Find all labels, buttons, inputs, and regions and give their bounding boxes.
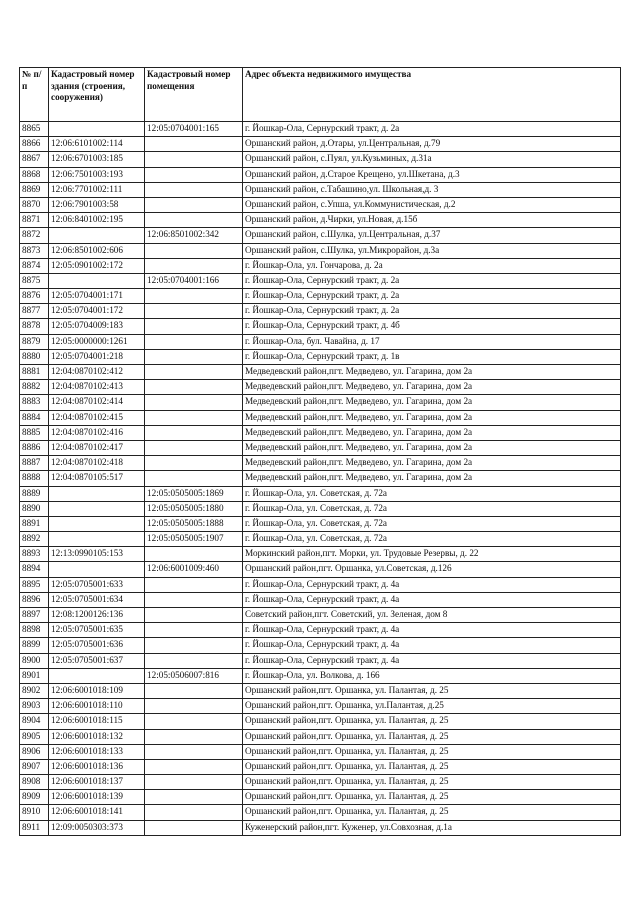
address-cell: Оршанский район,пгт. Оршанка, ул. Палантая, д. 25: [243, 683, 621, 698]
row-number-cell: 8867: [20, 152, 49, 167]
building-cadastral-cell: 12:06:8401002:195: [49, 213, 145, 228]
row-number-cell: 8866: [20, 137, 49, 152]
table-row: [20, 273, 621, 288]
table-row: [20, 592, 621, 607]
row-number-cell: 8907: [20, 759, 49, 774]
address-cell: г. Йошкар-Ола, бул. Чавайна, д. 17: [243, 334, 621, 349]
table-row: [20, 820, 621, 835]
room-cadastral-cell: [145, 623, 243, 638]
address-cell: Оршанский район, с.Шулка, ул.Центральная, д.37: [243, 228, 621, 243]
address-cell: г. Йошкар-Ола, Сернурский тракт, д. 4а: [243, 623, 621, 638]
address-cell: Оршанский район,пгт. Оршанка, ул.Палантая, д.25: [243, 699, 621, 714]
table-row: [20, 516, 621, 531]
row-number-cell: 8868: [20, 167, 49, 182]
address-cell: Медведевский район,пгт. Медведево, ул. Гагарина, дом 2а: [243, 395, 621, 410]
room-cadastral-cell: [145, 683, 243, 698]
table-row: [20, 319, 621, 334]
document-page: [19, 67, 621, 836]
building-cadastral-cell: 12:09:0050303:373: [49, 820, 145, 835]
table-row: [20, 243, 621, 258]
address-cell: Оршанский район, с.Упша, ул.Коммунистическая, д.2: [243, 197, 621, 212]
room-cadastral-cell: [145, 759, 243, 774]
address-cell: г. Йошкар-Ола, Сернурский тракт, д. 4а: [243, 653, 621, 668]
address-cell: Медведевский район,пгт. Медведево, ул. Гагарина, дом 2а: [243, 456, 621, 471]
room-cadastral-cell: [145, 289, 243, 304]
room-cadastral-cell: [145, 304, 243, 319]
row-number-cell: 8882: [20, 380, 49, 395]
room-cadastral-cell: [145, 197, 243, 212]
room-cadastral-cell: [145, 182, 243, 197]
row-number-cell: 8879: [20, 334, 49, 349]
table-row: [20, 775, 621, 790]
room-cadastral-cell: [145, 820, 243, 835]
property-registry-table: [19, 67, 621, 836]
room-cadastral-cell: 12:05:0505005:1880: [145, 501, 243, 516]
room-cadastral-cell: [145, 395, 243, 410]
building-cadastral-cell: 12:04:0870102:413: [49, 380, 145, 395]
row-number-cell: 8899: [20, 638, 49, 653]
table-row: [20, 395, 621, 410]
address-cell: г. Йошкар-Ола, Сернурский тракт, д. 2а: [243, 122, 621, 137]
table-row: [20, 197, 621, 212]
room-cadastral-cell: [145, 775, 243, 790]
address-cell: Медведевский район,пгт. Медведево, ул. Гагарина, дом 2а: [243, 380, 621, 395]
address-cell: г. Йошкар-Ола, Сернурский тракт, д. 4а: [243, 577, 621, 592]
building-cadastral-cell: [49, 668, 145, 683]
room-cadastral-cell: [145, 729, 243, 744]
building-cadastral-cell: [49, 562, 145, 577]
building-cadastral-cell: 12:05:0705001:637: [49, 653, 145, 668]
address-cell: г. Йошкар-Ола, Сернурский тракт, д. 1в: [243, 349, 621, 364]
building-cadastral-cell: 12:04:0870102:416: [49, 425, 145, 440]
table-row: [20, 365, 621, 380]
row-number-cell: 8897: [20, 608, 49, 623]
room-cadastral-cell: [145, 714, 243, 729]
row-number-cell: 8888: [20, 471, 49, 486]
room-cadastral-cell: 12:05:0506007:816: [145, 668, 243, 683]
row-number-cell: 8865: [20, 122, 49, 137]
table-row: [20, 425, 621, 440]
row-number-cell: 8911: [20, 820, 49, 835]
building-cadastral-cell: 12:05:0000000:1261: [49, 334, 145, 349]
room-cadastral-cell: [145, 471, 243, 486]
building-cadastral-cell: 12:05:0704009:183: [49, 319, 145, 334]
row-number-cell: 8885: [20, 425, 49, 440]
row-number-cell: 8894: [20, 562, 49, 577]
address-cell: Оршанский район, д.Отары, ул.Центральная, д.79: [243, 137, 621, 152]
table-row: [20, 547, 621, 562]
room-cadastral-cell: [145, 592, 243, 607]
address-cell: Оршанский район,пгт. Оршанка, ул. Палантая, д. 25: [243, 729, 621, 744]
table-row: [20, 137, 621, 152]
address-cell: Медведевский район,пгт. Медведево, ул. Гагарина, дом 2а: [243, 440, 621, 455]
address-cell: Оршанский район,пгт. Оршанка, ул. Палантая, д. 25: [243, 759, 621, 774]
row-number-cell: 8910: [20, 805, 49, 820]
room-cadastral-cell: [145, 440, 243, 455]
building-cadastral-cell: 12:06:6001018:137: [49, 775, 145, 790]
room-cadastral-cell: [145, 805, 243, 820]
header-address: Адрес объекта недвижимого имущества: [243, 68, 621, 122]
address-cell: г. Йошкар-Ола, ул. Гончарова, д. 2а: [243, 258, 621, 273]
table-row: [20, 471, 621, 486]
row-number-cell: 8875: [20, 273, 49, 288]
room-cadastral-cell: [145, 319, 243, 334]
table-header-row: [20, 68, 621, 122]
room-cadastral-cell: [145, 167, 243, 182]
table-row: [20, 653, 621, 668]
row-number-cell: 8869: [20, 182, 49, 197]
address-cell: Моркинский район,пгт. Морки, ул. Трудовые Резервы, д. 22: [243, 547, 621, 562]
table-row: [20, 349, 621, 364]
address-cell: Оршанский район,пгт. Оршанка, ул.Советская, д.126: [243, 562, 621, 577]
building-cadastral-cell: [49, 228, 145, 243]
room-cadastral-cell: [145, 137, 243, 152]
table-row: [20, 289, 621, 304]
room-cadastral-cell: [145, 653, 243, 668]
table-row: [20, 167, 621, 182]
row-number-cell: 8878: [20, 319, 49, 334]
address-cell: Оршанский район,пгт. Оршанка, ул. Палантая, д. 25: [243, 775, 621, 790]
room-cadastral-cell: [145, 349, 243, 364]
table-row: [20, 699, 621, 714]
building-cadastral-cell: 12:05:0705001:634: [49, 592, 145, 607]
building-cadastral-cell: 12:06:7701002:111: [49, 182, 145, 197]
row-number-cell: 8887: [20, 456, 49, 471]
address-cell: Оршанский район,пгт. Оршанка, ул. Палантая, д. 25: [243, 714, 621, 729]
table-row: [20, 744, 621, 759]
table-row: [20, 638, 621, 653]
address-cell: Куженерский район,пгт. Куженер, ул.Совхозная, д.1а: [243, 820, 621, 835]
table-row: [20, 440, 621, 455]
room-cadastral-cell: 12:06:6001009:460: [145, 562, 243, 577]
building-cadastral-cell: 12:05:0705001:633: [49, 577, 145, 592]
table-row: [20, 805, 621, 820]
address-cell: Оршанский район,пгт. Оршанка, ул. Палантая, д. 25: [243, 790, 621, 805]
room-cadastral-cell: [145, 744, 243, 759]
room-cadastral-cell: [145, 456, 243, 471]
building-cadastral-cell: 12:04:0870102:414: [49, 395, 145, 410]
table-row: [20, 562, 621, 577]
building-cadastral-cell: [49, 273, 145, 288]
building-cadastral-cell: 12:06:6701003:185: [49, 152, 145, 167]
address-cell: Оршанский район,пгт. Оршанка, ул. Палантая, д. 25: [243, 805, 621, 820]
table-row: [20, 759, 621, 774]
address-cell: Оршанский район, с.Шулка, ул.Микрорайон, д.3а: [243, 243, 621, 258]
table-row: [20, 152, 621, 167]
row-number-cell: 8895: [20, 577, 49, 592]
building-cadastral-cell: 12:06:6001018:133: [49, 744, 145, 759]
row-number-cell: 8896: [20, 592, 49, 607]
room-cadastral-cell: 12:05:0505005:1869: [145, 486, 243, 501]
table-row: [20, 456, 621, 471]
room-cadastral-cell: 12:05:0704001:165: [145, 122, 243, 137]
row-number-cell: 8898: [20, 623, 49, 638]
table-row: [20, 486, 621, 501]
row-number-cell: 8870: [20, 197, 49, 212]
room-cadastral-cell: [145, 213, 243, 228]
room-cadastral-cell: [145, 547, 243, 562]
building-cadastral-cell: 12:05:0704001:218: [49, 349, 145, 364]
table-row: [20, 228, 621, 243]
building-cadastral-cell: 12:05:0704001:172: [49, 304, 145, 319]
row-number-cell: 8906: [20, 744, 49, 759]
row-number-cell: 8876: [20, 289, 49, 304]
room-cadastral-cell: [145, 334, 243, 349]
building-cadastral-cell: 12:06:6001018:115: [49, 714, 145, 729]
header-room-cadastral: Кадастровый номер помещения: [145, 68, 243, 122]
address-cell: г. Йошкар-Ола, Сернурский тракт, д. 4б: [243, 319, 621, 334]
address-cell: г. Йошкар-Ола, ул. Советская, д. 72а: [243, 516, 621, 531]
header-building-cadastral: Кадастровый номер здания (строения, сооружения): [49, 68, 145, 122]
building-cadastral-cell: 12:04:0870102:415: [49, 410, 145, 425]
table-row: [20, 213, 621, 228]
building-cadastral-cell: 12:06:6001018:110: [49, 699, 145, 714]
address-cell: Оршанский район, с.Пуял, ул.Кузьминых, д.31а: [243, 152, 621, 167]
building-cadastral-cell: 12:13:0990105:153: [49, 547, 145, 562]
address-cell: Оршанский район,пгт. Оршанка, ул. Палантая, д. 25: [243, 744, 621, 759]
address-cell: г. Йошкар-Ола, Сернурский тракт, д. 2а: [243, 289, 621, 304]
row-number-cell: 8886: [20, 440, 49, 455]
row-number-cell: 8883: [20, 395, 49, 410]
row-number-cell: 8873: [20, 243, 49, 258]
table-row: [20, 501, 621, 516]
room-cadastral-cell: 12:05:0505005:1907: [145, 532, 243, 547]
row-number-cell: 8872: [20, 228, 49, 243]
row-number-cell: 8874: [20, 258, 49, 273]
building-cadastral-cell: 12:08:1200126:136: [49, 608, 145, 623]
building-cadastral-cell: 12:05:0704001:171: [49, 289, 145, 304]
row-number-cell: 8908: [20, 775, 49, 790]
address-cell: г. Йошкар-Ола, ул. Советская, д. 72а: [243, 501, 621, 516]
table-row: [20, 608, 621, 623]
table-row: [20, 668, 621, 683]
table-row: [20, 182, 621, 197]
table-row: [20, 577, 621, 592]
address-cell: г. Йошкар-Ола, Сернурский тракт, д. 4а: [243, 592, 621, 607]
room-cadastral-cell: [145, 608, 243, 623]
row-number-cell: 8909: [20, 790, 49, 805]
building-cadastral-cell: [49, 501, 145, 516]
address-cell: Медведевский район,пгт. Медведево, ул. Гагарина, дом 2а: [243, 471, 621, 486]
building-cadastral-cell: 12:06:7501003:193: [49, 167, 145, 182]
row-number-cell: 8901: [20, 668, 49, 683]
address-cell: г. Йошкар-Ола, Сернурский тракт, д. 2а: [243, 304, 621, 319]
row-number-cell: 8880: [20, 349, 49, 364]
room-cadastral-cell: [145, 152, 243, 167]
room-cadastral-cell: [145, 638, 243, 653]
address-cell: г. Йошкар-Ола, ул. Советская, д. 72а: [243, 486, 621, 501]
table-row: [20, 729, 621, 744]
row-number-cell: 8889: [20, 486, 49, 501]
row-number-cell: 8892: [20, 532, 49, 547]
header-number: № п/п: [20, 68, 49, 122]
table-row: [20, 623, 621, 638]
row-number-cell: 8890: [20, 501, 49, 516]
table-row: [20, 532, 621, 547]
building-cadastral-cell: [49, 486, 145, 501]
building-cadastral-cell: 12:04:0870105:517: [49, 471, 145, 486]
row-number-cell: 8884: [20, 410, 49, 425]
row-number-cell: 8904: [20, 714, 49, 729]
room-cadastral-cell: 12:05:0704001:166: [145, 273, 243, 288]
building-cadastral-cell: 12:04:0870102:417: [49, 440, 145, 455]
room-cadastral-cell: [145, 243, 243, 258]
room-cadastral-cell: [145, 258, 243, 273]
row-number-cell: 8900: [20, 653, 49, 668]
address-cell: Медведевский район,пгт. Медведево, ул. Гагарина, дом 2а: [243, 425, 621, 440]
building-cadastral-cell: 12:06:6001018:132: [49, 729, 145, 744]
room-cadastral-cell: [145, 380, 243, 395]
address-cell: Медведевский район,пгт. Медведево, ул. Гагарина, дом 2а: [243, 365, 621, 380]
building-cadastral-cell: 12:06:6001018:109: [49, 683, 145, 698]
table-body: [20, 122, 621, 836]
building-cadastral-cell: 12:06:8501002:606: [49, 243, 145, 258]
table-row: [20, 410, 621, 425]
row-number-cell: 8871: [20, 213, 49, 228]
building-cadastral-cell: 12:06:6101002:114: [49, 137, 145, 152]
building-cadastral-cell: 12:05:0705001:635: [49, 623, 145, 638]
building-cadastral-cell: 12:04:0870102:412: [49, 365, 145, 380]
building-cadastral-cell: 12:05:0901002:172: [49, 258, 145, 273]
address-cell: г. Йошкар-Ола, ул. Волкова, д. 166: [243, 668, 621, 683]
building-cadastral-cell: 12:06:6001018:139: [49, 790, 145, 805]
building-cadastral-cell: [49, 516, 145, 531]
row-number-cell: 8903: [20, 699, 49, 714]
room-cadastral-cell: [145, 790, 243, 805]
address-cell: Советский район,пгт. Советский, ул. Зеленая, дом 8: [243, 608, 621, 623]
building-cadastral-cell: 12:05:0705001:636: [49, 638, 145, 653]
building-cadastral-cell: 12:06:6001018:141: [49, 805, 145, 820]
room-cadastral-cell: 12:05:0505005:1888: [145, 516, 243, 531]
row-number-cell: 8905: [20, 729, 49, 744]
building-cadastral-cell: [49, 532, 145, 547]
table-row: [20, 334, 621, 349]
table-row: [20, 683, 621, 698]
building-cadastral-cell: [49, 122, 145, 137]
address-cell: Медведевский район,пгт. Медведево, ул. Гагарина, дом 2а: [243, 410, 621, 425]
row-number-cell: 8893: [20, 547, 49, 562]
building-cadastral-cell: 12:06:7901003:58: [49, 197, 145, 212]
row-number-cell: 8877: [20, 304, 49, 319]
room-cadastral-cell: [145, 410, 243, 425]
table-row: [20, 122, 621, 137]
room-cadastral-cell: [145, 365, 243, 380]
row-number-cell: 8881: [20, 365, 49, 380]
address-cell: Оршанский район, д.Старое Крещено, ул.Шкетана, д.3: [243, 167, 621, 182]
table-row: [20, 380, 621, 395]
room-cadastral-cell: [145, 425, 243, 440]
address-cell: г. Йошкар-Ола, Сернурский тракт, д. 4а: [243, 638, 621, 653]
building-cadastral-cell: 12:04:0870102:418: [49, 456, 145, 471]
table-row: [20, 258, 621, 273]
room-cadastral-cell: 12:06:8501002:342: [145, 228, 243, 243]
room-cadastral-cell: [145, 577, 243, 592]
row-number-cell: 8902: [20, 683, 49, 698]
table-row: [20, 714, 621, 729]
address-cell: Оршанский район, д.Чирки, ул.Новая, д.15б: [243, 213, 621, 228]
row-number-cell: 8891: [20, 516, 49, 531]
table-row: [20, 304, 621, 319]
building-cadastral-cell: 12:06:6001018:136: [49, 759, 145, 774]
table-row: [20, 790, 621, 805]
address-cell: г. Йошкар-Ола, Сернурский тракт, д. 2а: [243, 273, 621, 288]
address-cell: г. Йошкар-Ола, ул. Советская, д. 72а: [243, 532, 621, 547]
room-cadastral-cell: [145, 699, 243, 714]
address-cell: Оршанский район, с.Табашино,ул. Школьная,д. 3: [243, 182, 621, 197]
